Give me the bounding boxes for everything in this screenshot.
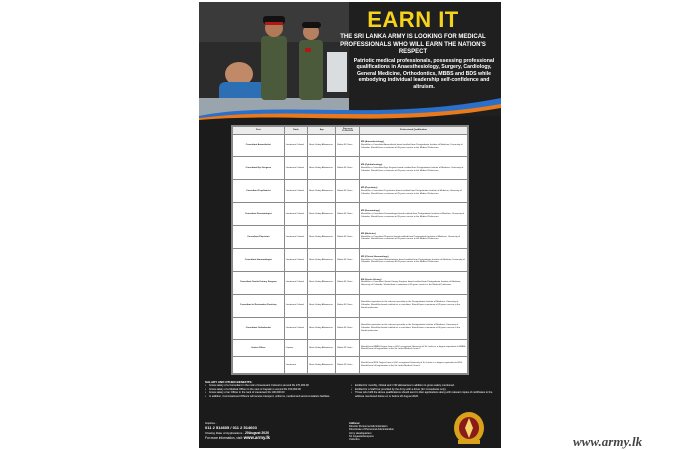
age-cell: Below 45 Years [336,294,360,317]
contact-block [205,422,270,440]
age-cell: Below 35 Years [336,340,360,357]
qualification-cell [359,134,467,157]
qualification-text: Should be equivalent to the relevant speciality in the Postgraduate Institute of Medicine, University of Colombo. Should be board certified as a consultant. Should have a minimum of 05 years service in the Dental profession. [360,301,461,310]
closing-date-label: Closing Date of Applications - [205,431,245,435]
vacancy-table-container [231,125,469,375]
header-post: Post [233,127,285,135]
pay-cell: Basic Salary Allowances [308,340,336,357]
qualification-heading: MD (Clinical Haematology) [360,255,389,258]
header-age: Age [308,127,336,135]
qualification-cell [359,317,467,340]
pay-cell: Basic Salary Allowances [308,357,336,374]
pay-cell: Basic Salary Allowances [308,271,336,294]
age-cell: Below 45 Years [336,248,360,271]
qualification-text: Should be a Consultant Anaesthetist board certified from Postgraduate Institute of Medicine, University of Colombo. Should have a minimum of 05 years service in the Medical Profession. [360,144,463,149]
address-label: Address: [349,422,361,425]
rank-cell: Lieutenant Colonel [284,248,308,271]
qualification-text: Should have BDS Degree from a UGC recognized University of Sri Lanka or a degree equivalent to BDS. Should have full registration in the Sri Lanka Medical Council. [360,362,463,368]
benefits-right [351,384,495,398]
table-row [233,134,468,157]
qualification-heading: MD (Anaesthesiology) [360,141,384,144]
table-row [233,357,468,374]
age-cell: Below 35 Years [336,357,360,374]
age-cell: Below 45 Years [336,226,360,249]
wave-decoration [199,94,501,120]
rank-cell: Lieutenant Colonel [284,226,308,249]
phone-numbers: 011 2 514605 / 011 2 514603 [205,425,257,430]
pay-cell: Basic Salary Allowances [308,134,336,157]
pay-cell: Basic Salary Allowances [308,317,336,340]
post-cell: Junior Officer [233,340,285,357]
vacancy-table [232,126,468,374]
post-cell: Consultant Psychiatrist [233,180,285,203]
address-line: Directorate of Personnel Administration [349,428,394,432]
header-pay: Pay as at 01.08.2020 [336,127,360,135]
qualification-cell [359,271,467,294]
benefit-item: • Gross salary of an Officer in the rank of Lieutenant Rs 100,000.00 [205,391,285,395]
age-cell: Below 45 Years [336,203,360,226]
website-label: For more information, visit: [205,436,243,440]
post-cell: Consultant Physician [233,226,285,249]
rank-cell: Lieutenant Colonel [284,294,308,317]
closing-date: 20August 2020 [245,431,269,435]
header-qualification: Professional Qualification [359,127,467,135]
post-cell: Consultant Eye Surgeon [233,157,285,180]
benefit-item: • Those who fulfil the above qualifications should send in their applications along with relevant copies of certificates to the address mentioned below on or before 20 August 2020. [351,391,493,398]
qualification-text: Should be a Consultant Haematologist board certified from Postgraduate Institute of Medicine, University of Colombo. Should have a minimum of 05 years service in the Medical Profession. [360,258,465,264]
address-line: Army Headquarters [349,431,372,435]
pitch-text: Patriotic medical professionals, possessing professional qualifications in Anaesthesiology, Surgery, Cardiology, General Medicine, Orthodontics, MBBS and BDS while embodying individual leadership self-confidence and altruism. [353,58,495,90]
table-header-row [233,127,468,135]
qualification-heading: MD (Dermatology) [360,209,380,212]
age-cell: Below 45 Years [336,180,360,203]
rank-cell: Lieutenant Colonel [284,134,308,157]
rank-cell: Lieutenant Colonel [284,317,308,340]
qualification-cell [359,294,467,317]
post-cell: Consultant Haematologist [233,248,285,271]
table-row [233,271,468,294]
site-watermark: www.army.lk [573,434,643,449]
age-cell: Below 45 Years [336,271,360,294]
benefit-item: • Gross salary of a Medical Officer in the rank of Captain is around Rs 150,000.00 [205,387,301,391]
pay-cell: Basic Salary Allowances [308,226,336,249]
post-cell: Consultant Genito Urinary Surgeon [233,271,285,294]
post-cell: Consultant Anaesthetist [233,134,285,157]
table-row [233,180,468,203]
pay-cell: Basic Salary Allowances [308,294,336,317]
qualification-heading: MD (Psychiatry) [360,187,378,190]
qualification-cell [359,226,467,249]
table-row [233,226,468,249]
table-row [233,340,468,357]
qualification-text: Should be a Consultant Genito Urinary Surgeon board certified from Postgraduate Institute of Medicine, University of Colombo. Should have a minimum of 05 years service in the Medical Profession. [360,281,461,287]
qualification-cell [359,357,467,374]
pay-cell: Basic Salary Allowances [308,157,336,180]
inquiries-label: Inquiries - [205,422,217,425]
pay-cell: Basic Salary Allowances [308,248,336,271]
table-row [233,317,468,340]
qualification-text: Should be a Consultant Dermatologist board certified from Postgraduate Institute of Medicine, University of Colombo. Should have a minimum of 05 years service in the Medical Profession. [360,212,465,218]
headline-title: EARN IT [367,7,459,32]
army-emblem-icon [449,408,489,446]
address-line: Colombo. [349,438,361,442]
age-cell: Below 45 Years [336,134,360,157]
website-link[interactable]: www.army.lk [243,435,270,440]
post-cell [233,357,285,374]
benefits-title: SALARY AND OTHER BENEFITS: [205,380,253,384]
post-cell: Consultant in Restorative Dentistry [233,294,285,317]
rank-cell: Lieutenant Colonel [284,203,308,226]
qualification-text: Should be a Consultant Eye Surgeon board certified from Postgraduate Institute of Medicine, University of Colombo. Should have a minimum of 05 years service in the Medical Profession. [360,167,464,172]
qualification-cell [359,248,467,271]
pay-cell: Basic Salary Allowances [308,180,336,203]
rank-cell: Lieutenant Colonel [284,180,308,203]
table-row [233,203,468,226]
recruitment-poster [199,2,501,448]
benefits-section [205,380,495,398]
qualification-cell [359,203,467,226]
table-row [233,248,468,271]
rank-cell: Lieutenant [284,357,308,374]
headline-subtitle: THE SRI LANKA ARMY IS LOOKING FOR MEDICAL PROFESSIONALS WHO WILL EARN THE NATION'S RESPECT [340,34,486,55]
table-row [233,157,468,180]
post-cell: Consultant Dermatologist [233,203,285,226]
address-line: Sri Jayawardenepura [349,434,374,438]
qualification-text: Should have MBBS Degree from a UGC recognized University of Sri Lanka or a degree equivalent to MBBS. Should have full registration in the Sri Lanka Medical Council. [360,345,466,351]
benefit-item: • Gross salary of a Consultant in the rank of Lieutenant Colonel is around Rs 170,000.00 [205,384,309,387]
pay-cell: Basic Salary Allowances [308,203,336,226]
qualification-text: Should be equivalent to the relevant speciality in the Postgraduate Institute of Medicine, University of Colombo. Should be board certified as a consultant. Should have a minimum of 05 years service in the Dental profession. [360,324,461,332]
qualification-cell [359,157,467,180]
headline-block [327,8,499,57]
qualification-cell [359,180,467,203]
rank-cell: Lieutenant Colonel [284,271,308,294]
post-cell: Consultant Orthodontist [233,317,285,340]
benefit-item: • In addition, Commissioned Officers will receive transport, uniforms, medical and accommodation facilities. [205,394,331,398]
address-line: Director Personnel Administration [349,425,388,429]
benefit-item: • Entitled for a Staff Car provided by the Army with a driver (for Consultants only). [351,387,447,391]
hero-banner [199,2,501,116]
table-row [233,294,468,317]
rank-cell: Captain [284,340,308,357]
qualification-heading: MS (Genito Urinary) [360,278,382,281]
qualification-heading: MD (Medicine) [360,232,376,235]
postal-address [349,422,394,441]
header-rank: Rank [284,127,308,135]
age-cell: Below 45 Years [336,317,360,340]
benefits-left [205,384,345,398]
age-cell: Below 45 Years [336,157,360,180]
qualification-text: Should be a Consultant Psychiatrist board certified from Postgraduate Institute of Medicine, University of Colombo. Should have a minimum of 05 years service in the Medical Profession. [360,189,462,195]
qualification-text: Should be a Consultant Physician board certified from Postgraduate Institute of Medicine, University of Colombo. Should have a minimum of 05 years service in the Medical Profession. [360,235,460,241]
benefit-item: • Entitled for monthly, clinical and / OR allowances in addition to gross salary mentioned. [351,384,455,387]
rank-cell: Lieutenant Colonel [284,157,308,180]
website-line [205,435,270,440]
qualification-cell [359,340,467,357]
qualification-heading: MS (Ophthalmology) [360,164,383,167]
